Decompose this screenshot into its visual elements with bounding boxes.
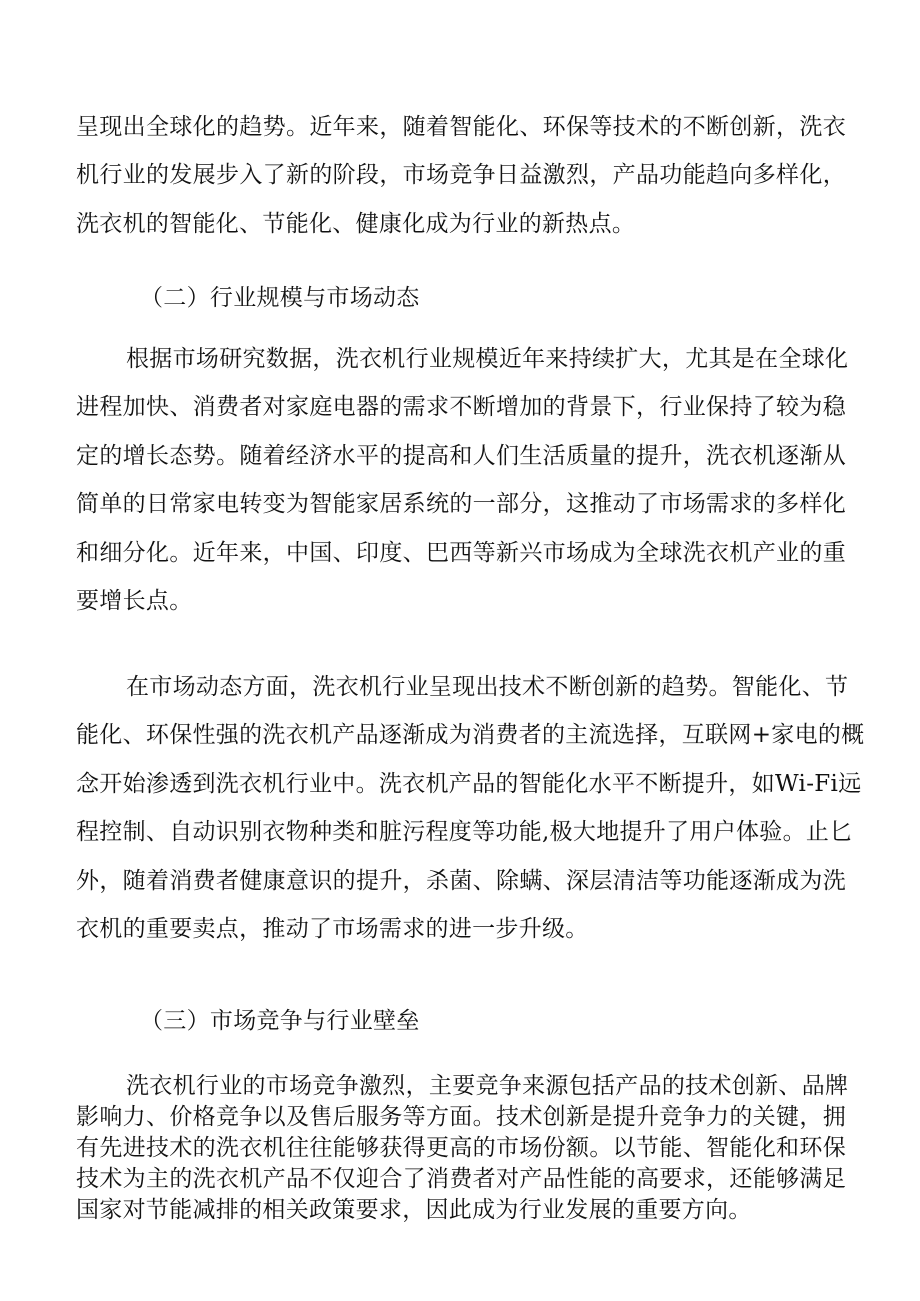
paragraph-dynamics <box>76 663 865 953</box>
text-line: 念开始渗透到洗衣机行业中。洗衣机产品的智能化水平不断提升，如Wi-Fi远 <box>76 770 862 797</box>
text-line: 定的增长态势。随着经济水平的提高和人们生活质量的提升，洗衣机逐渐从 <box>76 442 846 469</box>
text-line: 程控制、自动识别衣物种类和脏污程度等功能,极大地提升了用户体验。止匕 <box>76 819 853 846</box>
text-line: 洗衣机行业的市场竞争激烈，主要竞争来源包括产品的技术创新、品牌 <box>126 1073 849 1099</box>
text-line: 根据市场研究数据，洗衣机行业规模近年来持续扩大，尤其是在全球化 <box>126 346 849 372</box>
text-line: 机行业的发展步入了新的阶段，市场竞争日益激烈，产品功能趋向多样化， <box>76 162 846 189</box>
text-line: 简单的日常家电转变为智能家居系统的一部分，这推动了市场需求的多样化 <box>76 491 846 518</box>
section-heading-3: （三）市场竞争与行业壁垒 <box>140 1008 420 1034</box>
section-heading-2: （二）行业规模与市场动态 <box>140 285 420 311</box>
text-line: 要增长点。 <box>76 588 193 615</box>
text-line: 洗衣机的智能化、节能化、健康化成为行业的新热点。 <box>76 210 636 237</box>
text-line: 国家对节能减排的相关政策要求，因此成为行业发展的重要方向。 <box>76 1197 752 1223</box>
text-line: 呈现出全球化的趋势。近年来，随着智能化、环保等技术的不断创新，洗衣 <box>76 114 846 140</box>
text-line: 能化、环保性强的洗衣机产品逐渐成为消费者的主流选择，互联网+家电的概 <box>76 722 865 749</box>
text-line: 衣机的重要卖点，推动了市场需求的进一步升级。 <box>76 916 589 943</box>
paragraph-scale <box>76 335 849 625</box>
text-line: 有先进技术的洗衣机往往能够获得更高的市场份额。以节能、智能化和环保 <box>76 1135 846 1161</box>
text-line: 和细分化。近年来，中国、印度、巴西等新兴市场成为全球洗衣机产业的重 <box>76 539 846 566</box>
text-line: 在市场动态方面，洗衣机行业呈现出技术不断创新的趋势。智能化、节 <box>126 674 849 700</box>
text-line: 影响力、价格竞争以及售后服务等方面。技术创新是提升竞争力的关键，拥 <box>76 1104 846 1130</box>
paragraph-intro <box>76 103 846 248</box>
text-line: 技术为主的洗衣机产品不仅迎合了消费者对产品性能的高要求，还能够满足 <box>76 1166 846 1192</box>
text-line: 外，随着消费者健康意识的提升，杀菌、除螨、深层清洁等功能逐渐成为洗 <box>76 867 846 894</box>
paragraph-competition <box>76 1071 849 1226</box>
text-line: 进程加快、消费者对家庭电器的需求不断增加的背景下，行业保持了较为稳 <box>76 394 846 421</box>
